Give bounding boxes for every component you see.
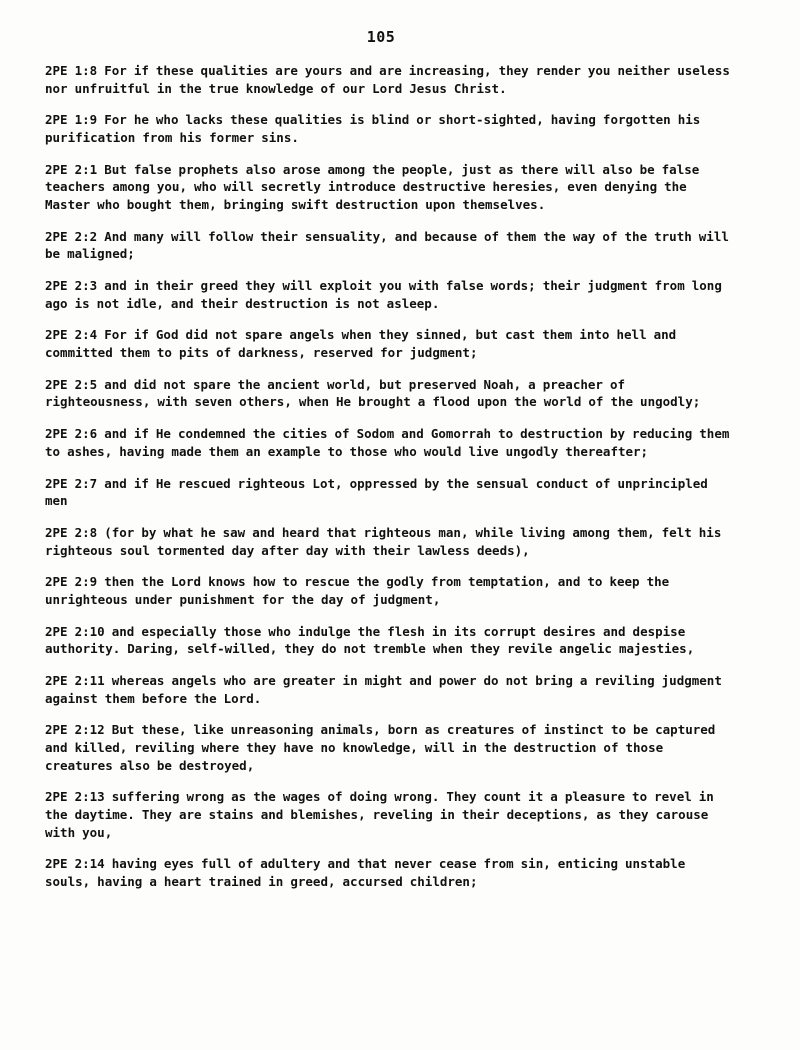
verse-reference: 2PE 2:13 <box>45 789 105 805</box>
verse-reference: 2PE 2:7 <box>45 475 98 491</box>
verse-reference: 2PE 2:8 <box>45 524 98 540</box>
verse-item <box>45 672 735 707</box>
verse-text: then the Lord knows how to rescue the godly from temptation, and to keep the unrighteous under punishment for the day of judgment, <box>45 574 670 607</box>
verse-item <box>45 111 735 146</box>
verse-reference: 2PE 2:6 <box>45 426 98 442</box>
verse-item <box>45 524 735 559</box>
verse-item <box>45 228 735 263</box>
verse-reference: 2PE 2:1 <box>45 161 98 177</box>
verse-item <box>45 277 735 312</box>
verse-text: having eyes full of adultery and that never cease from sin, enticing unstable souls, having a heart trained in greed, accursed children; <box>45 856 686 889</box>
verse-reference: 2PE 2:5 <box>45 376 98 392</box>
verse-text: suffering wrong as the wages of doing wrong. They count it a pleasure to revel in the daytime. They are stains and blemishes, reveling in their deceptions, as they carouse with you, <box>45 789 714 840</box>
verse-reference: 2PE 2:14 <box>45 856 105 872</box>
verse-text: and if He rescued righteous Lot, oppressed by the sensual conduct of unprincipled men <box>45 475 708 509</box>
verse-text: whereas angels who are greater in might and power do not bring a reviling judgment against them before the Lord. <box>45 673 722 706</box>
verse-text: For if God did not spare angels when they sinned, but cast them into hell and committed them to pits of darkness, reserved for judgment; <box>45 327 677 361</box>
verse-reference: 2PE 2:10 <box>45 623 105 639</box>
verse-list <box>45 62 735 905</box>
verse-item <box>45 425 735 460</box>
verse-reference: 2PE 2:4 <box>45 327 98 343</box>
verse-reference: 2PE 1:8 <box>45 63 98 78</box>
verse-item <box>45 475 735 510</box>
verse-reference: 2PE 2:2 <box>45 228 98 244</box>
verse-item <box>45 623 735 658</box>
verse-item <box>45 573 735 608</box>
verse-item <box>45 62 735 97</box>
verse-reference: 2PE 2:3 <box>45 278 98 294</box>
verse-text: For if these qualities are yours and are increasing, they render you neither useless nor unfruitful in the true knowledge of our Lord Jesus Christ. <box>45 63 730 96</box>
verse-text: But false prophets also arose among the people, just as there will also be false teachers among you, who will secretly introduce destructive heresies, even denying the Master who bought them, bringing swift destruction upon themselves. <box>45 161 700 212</box>
verse-reference: 2PE 1:9 <box>45 112 98 128</box>
verse-text: and if He condemned the cities of Sodom and Gomorrah to destruction by reducing them to ashes, having made them an example to those who would live ungodly thereafter; <box>45 426 730 459</box>
verse-text: For he who lacks these qualities is blind or short-sighted, having forgotten his purification from his former sins. <box>45 112 701 145</box>
verse-reference: 2PE 2:12 <box>45 722 105 738</box>
verse-item <box>45 721 735 774</box>
verse-text: (for by what he saw and heard that righteous man, while living among them, felt his righteous soul tormented day after day with their lawless deeds), <box>45 524 722 558</box>
verse-text: and in their greed they will exploit you with false words; their judgment from long ago is not idle, and their destruction is not asleep. <box>45 278 722 311</box>
verse-item <box>45 855 735 890</box>
verse-text: And many will follow their sensuality, and because of them the way of the truth will be maligned; <box>45 228 729 262</box>
verse-item <box>45 376 735 411</box>
verse-reference: 2PE 2:9 <box>45 574 98 590</box>
verse-item <box>45 161 735 214</box>
verse-text: But these, like unreasoning animals, born as creatures of instinct to be captured and killed, reviling where they have no knowledge, will in the destruction of those creatures also be destroyed, <box>45 722 716 773</box>
verse-item <box>45 326 735 361</box>
verse-text: and especially those who indulge the flesh in its corrupt desires and despise authority. Daring, self-willed, they do not tremble when they revile angelic majesties, <box>45 623 695 657</box>
verse-text: and did not spare the ancient world, but preserved Noah, a preacher of righteousness, with seven others, when He brought a flood upon the world of the ungodly; <box>45 376 701 410</box>
page-number: 105 <box>366 28 396 46</box>
verse-item <box>45 788 735 841</box>
verse-reference: 2PE 2:11 <box>45 673 105 689</box>
